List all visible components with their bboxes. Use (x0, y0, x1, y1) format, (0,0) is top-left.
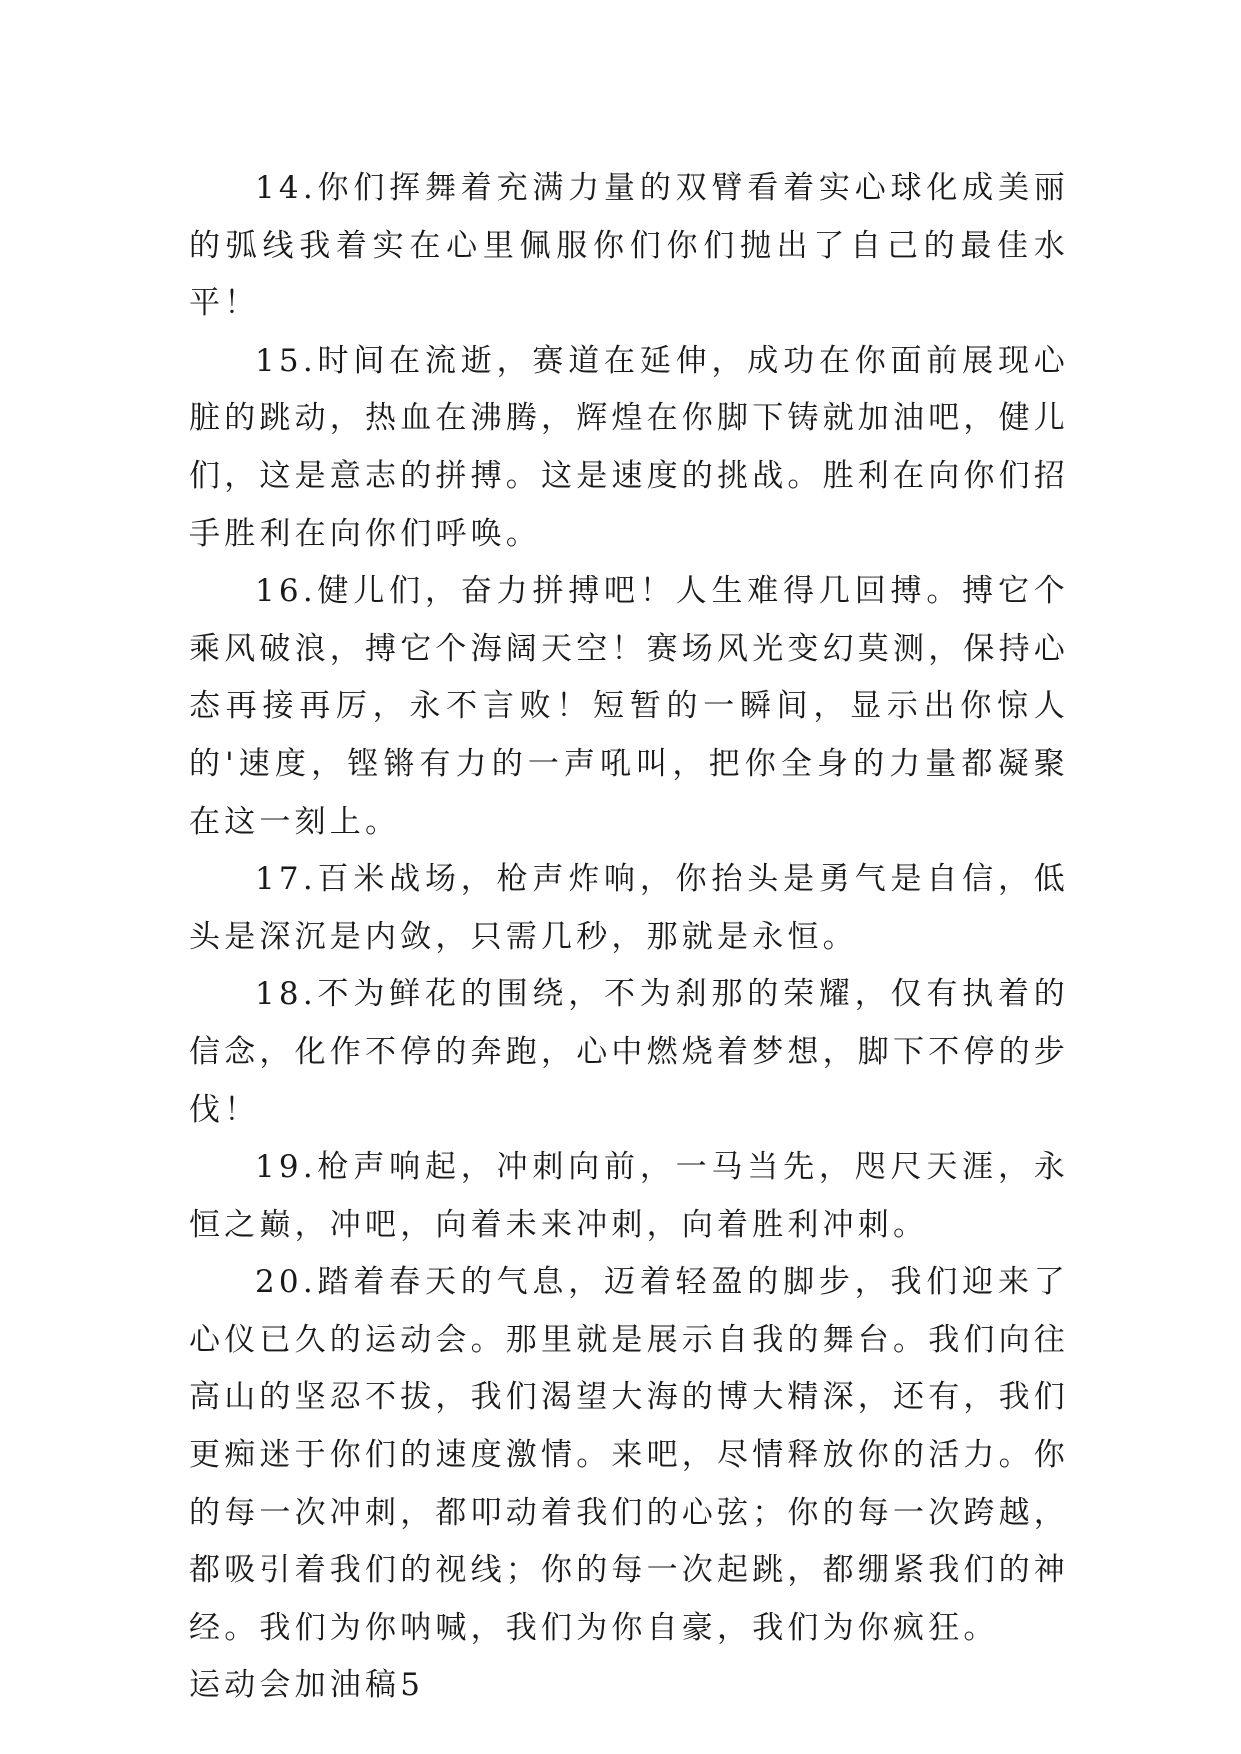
paragraph-16: 16.健儿们，奋力拼搏吧！人生难得几回搏。搏它个乘风破浪，搏它个海阔天空！赛场风光变幻莫测，保持心态再接再厉，永不言败！短暂的一瞬间，显示出你惊人的'速度，铿锵有力的一声吼叫，把你全身的力量都凝聚在这一刻上。 (189, 573, 1069, 840)
paragraph-14: 14.你们挥舞着充满力量的双臂看着实心球化成美丽的弧线我着实在心里佩服你们你们抛出了自己的最佳水平！ (189, 170, 1069, 322)
paragraph-20: 20.踏着春天的气息，迈着轻盈的脚步，我们迎来了心仪已久的运动会。那里就是展示自我的舞台。我们向往高山的坚忍不拔，我们渴望大海的博大精深，还有，我们更痴迷于你们的速度激情。来吧，尽情释放你的活力。你的每一次冲刺，都叩动着我们的心弦；你的每一次跨越，都吸引着我们的视线；你的每一次起跳，都绷紧我们的神经。我们为你呐喊，我们为你自豪，我们为你疯狂。 (189, 1264, 1069, 1646)
section-heading: 运动会加油稿5 (189, 1667, 425, 1704)
paragraph-19: 19.枪声响起，冲刺向前，一马当先，咫尺天涯，永恒之巅，冲吧，向着未来冲刺，向着胜利冲刺。 (189, 1149, 1069, 1243)
paragraph-17: 17.百米战场，枪声炸响，你抬头是勇气是自信，低头是深沉是内敛，只需几秒，那就是永恒。 (189, 861, 1069, 955)
document-body (189, 160, 1069, 1715)
paragraph-15: 15.时间在流逝，赛道在延伸，成功在你面前展现心脏的跳动，热血在沸腾，辉煌在你脚下铸就加油吧，健儿们，这是意志的拼搏。这是速度的挑战。胜利在向你们招手胜利在向你们呼唤。 (189, 342, 1069, 552)
paragraph-18: 18.不为鲜花的围绕，不为刹那的荣耀，仅有执着的信念，化作不停的奔跑，心中燃烧着梦想，脚下不停的步伐！ (189, 976, 1069, 1128)
